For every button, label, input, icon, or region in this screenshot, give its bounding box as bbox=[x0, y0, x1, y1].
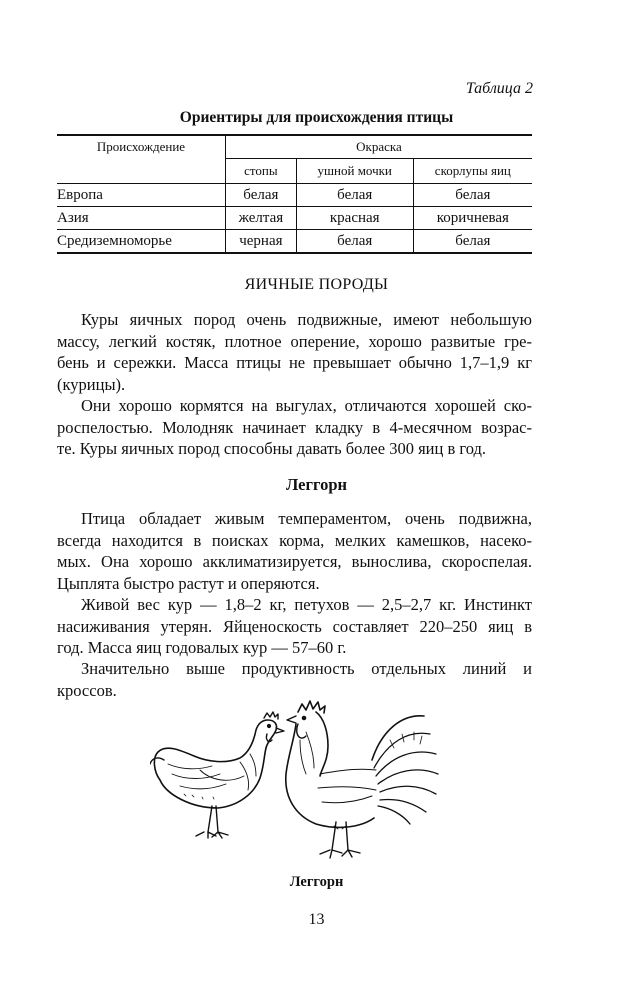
table-header-row bbox=[57, 135, 532, 158]
cell-shell: коричневая bbox=[413, 207, 532, 230]
hen-figure bbox=[150, 712, 284, 838]
cell-shell: белая bbox=[413, 230, 532, 254]
header-color: Окраска bbox=[226, 135, 533, 158]
text-line: массу, легкий костяк, плотное оперение, хорошо развитые гре- bbox=[57, 331, 532, 351]
table-label: Таблица 2 bbox=[465, 80, 533, 97]
text-line: Птица обладает живым темпераментом, очень подвижна, bbox=[81, 509, 532, 528]
text-line: насиживания утерян. Яйценоскость составляет 220–250 яиц в bbox=[57, 616, 532, 636]
figure-caption: Леггорн bbox=[289, 874, 344, 890]
text-line: всегда находится в поисках корма, мелких камешков, насеко- bbox=[57, 530, 532, 550]
cell-earlobe: красная bbox=[296, 207, 413, 230]
breed-paragraph-2 bbox=[57, 594, 532, 659]
text-line: год. Масса яиц годовалых кур — 57–60 г. bbox=[57, 638, 347, 657]
text-line: Куры яичных пород очень подвижные, имеют небольшую bbox=[81, 310, 532, 329]
text-line: бень и сережки. Масса птицы не превышает обычно 1,7–1,9 кг bbox=[57, 353, 532, 372]
table-row bbox=[57, 184, 532, 207]
text-line: Они хорошо кормятся на выгулах, отличаются хорошей ско- bbox=[81, 396, 532, 415]
table-row bbox=[57, 207, 532, 230]
section-heading: ЯИЧНЫЕ ПОРОДЫ bbox=[244, 276, 389, 293]
breed-paragraph-1 bbox=[57, 508, 532, 594]
subheader-feet: стопы bbox=[226, 158, 297, 183]
text-line: Значительно выше продуктивность отдельных линий и bbox=[81, 659, 532, 678]
text-line: мых. Она хорошо акклиматизируется, вынослива, скороспелая. bbox=[57, 552, 532, 571]
table-title: Ориентиры для происхождения птицы bbox=[179, 109, 454, 126]
section-paragraph-2 bbox=[57, 395, 532, 460]
subheader-shell: скорлупы яиц bbox=[413, 158, 532, 183]
text-line: Цыплята быстро растут и оперяются. bbox=[57, 573, 320, 593]
rooster-figure bbox=[286, 701, 438, 858]
cell-feet: черная bbox=[226, 230, 297, 254]
cell-feet: белая bbox=[226, 184, 297, 207]
cell-origin: Азия bbox=[57, 207, 226, 230]
cell-origin: Средиземноморье bbox=[57, 230, 226, 254]
page-number: 13 bbox=[308, 911, 325, 928]
text-line: Живой вес кур — 1,8–2 кг, петухов — 2,5–2,7 кг. Инстинкт bbox=[81, 595, 532, 614]
header-origin: Происхождение bbox=[57, 135, 226, 184]
text-line: кроссов. bbox=[57, 680, 117, 700]
origin-table bbox=[57, 134, 532, 254]
section-paragraph-1 bbox=[57, 309, 532, 395]
text-line: те. Куры яичных пород способны давать более 300 яиц в год. bbox=[57, 439, 487, 458]
cell-shell: белая bbox=[413, 184, 532, 207]
cell-feet: желтая bbox=[226, 207, 297, 230]
cell-earlobe: белая bbox=[296, 184, 413, 207]
breed-heading: Леггорн bbox=[285, 475, 347, 494]
subheader-earlobe: ушной мочки bbox=[296, 158, 413, 183]
text-line: (курицы). bbox=[57, 374, 126, 394]
leghorn-illustration bbox=[150, 690, 450, 865]
text-line: роспелостью. Молодняк начинает кладку в 4-месячном возрас- bbox=[57, 417, 532, 437]
cell-origin: Европа bbox=[57, 184, 226, 207]
table-row bbox=[57, 230, 532, 254]
cell-earlobe: белая bbox=[296, 230, 413, 254]
